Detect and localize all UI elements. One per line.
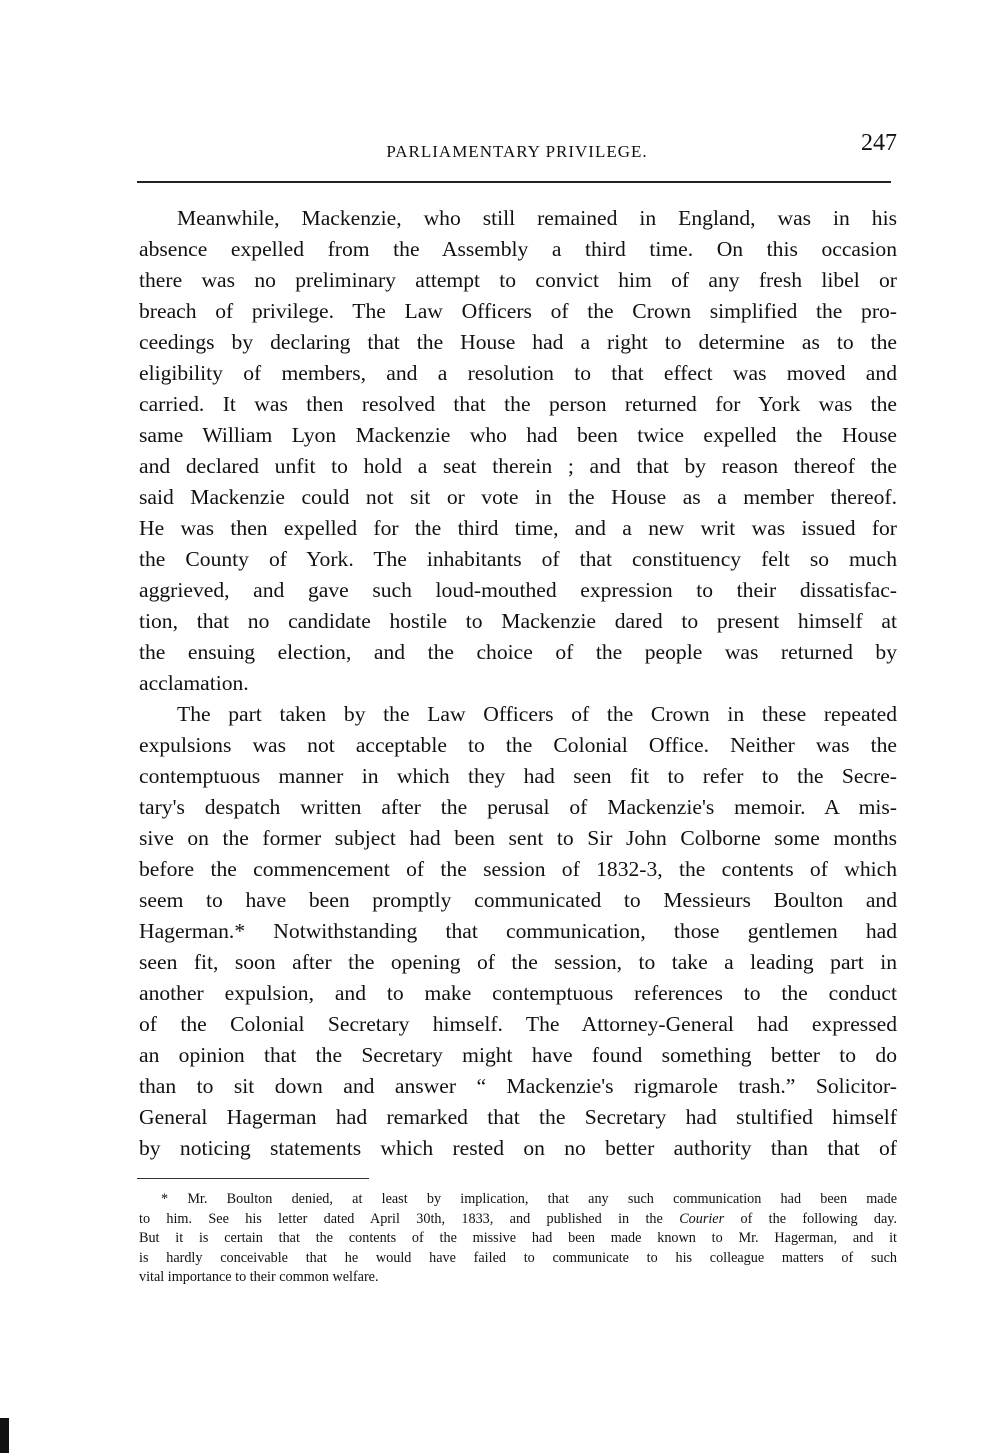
footnote-line: vital importance to their common welfare. [139,1269,379,1286]
body-line: by noticing statements which rested on no better authority than that of [139,1136,897,1160]
body-text [139,203,897,1164]
body-line: before the commencement of the session of 1832-3, the contents of which [139,857,897,881]
footnote-text: of the following day. [740,1210,898,1227]
body-line: seen fit, soon after the opening of the session, to take a leading part in [139,950,897,974]
body-line: the ensuing election, and the choice of the people was returned by [139,640,897,664]
body-line: seem to have been promptly communicated to Messieurs Boulton and [139,888,897,912]
body-line: eligibility of members, and a resolution to that effect was moved and [139,361,897,385]
footnote-line: * Mr. Boulton denied, at least by implication, that any such communication had been made [161,1191,897,1207]
body-line: Meanwhile, Mackenzie, who still remained in England, was in his [177,206,897,230]
body-line: ceedings by declaring that the House had a right to determine as to the [139,330,897,354]
body-line: the County of York. The inhabitants of that constituency felt so much [139,547,897,571]
body-line: contemptuous manner in which they had seen fit to refer to the Secre- [139,764,897,788]
body-line: an opinion that the Secretary might have found something better to do [139,1043,897,1067]
body-line: General Hagerman had remarked that the Secretary had stultified himself [139,1105,897,1129]
body-line: said Mackenzie could not sit or vote in the House as a member thereof. [139,485,897,509]
body-line: acclamation. [139,671,249,695]
body-line: expulsions was not acceptable to the Colonial Office. Neither was the [139,733,897,757]
footnote-rule [137,1178,369,1179]
body-line: another expulsion, and to make contemptuous references to the conduct [139,981,897,1005]
footnote-italic: Courier [679,1210,725,1227]
body-line: carried. It was then resolved that the person returned for York was the [139,392,897,416]
footnote-line: is hardly conceivable that he would have failed to communicate to his colleague matters of such [139,1249,897,1266]
footnote-line: But it is certain that the contents of the missive had been made known to Mr. Hagerman, and it [139,1230,897,1247]
header-rule [137,181,891,183]
body-line: aggrieved, and gave such loud-mouthed expression to their dissatisfac- [139,578,897,602]
body-line: and declared unfit to hold a seat therein ; and that by reason thereof the [139,454,897,478]
footnote-text: to him. See his letter dated April 30th, 1833, and published in the [139,1210,663,1227]
page-number: 247 [861,130,897,156]
scan-edge-mark [0,1418,9,1453]
running-head: PARLIAMENTARY PRIVILEGE. [386,142,648,161]
page-header [137,130,897,166]
body-line: absence expelled from the Assembly a third time. On this occasion [139,237,897,261]
body-line: The part taken by the Law Officers of the Crown in these repeated [177,702,897,726]
body-line: Hagerman.* Notwithstanding that communication, those gentlemen had [139,919,897,943]
body-line: same William Lyon Mackenzie who had been twice expelled the House [139,423,897,447]
body-line: there was no preliminary attempt to convict him of any fresh libel or [139,268,897,292]
footnote-line [139,1210,897,1230]
body-line: than to sit down and answer “ Mackenzie's rigmarole trash.” Solicitor- [139,1074,897,1098]
footnote [139,1190,897,1288]
body-line: tary's despatch written after the perusal of Mackenzie's memoir. A mis- [139,795,897,819]
body-line: sive on the former subject had been sent to Sir John Colborne some months [139,826,897,850]
body-line: of the Colonial Secretary himself. The Attorney-General had expressed [139,1012,897,1036]
body-line: tion, that no candidate hostile to Mackenzie dared to present himself at [139,609,897,633]
body-line: breach of privilege. The Law Officers of the Crown simplified the pro- [139,299,897,323]
body-line: He was then expelled for the third time, and a new writ was issued for [139,516,897,540]
